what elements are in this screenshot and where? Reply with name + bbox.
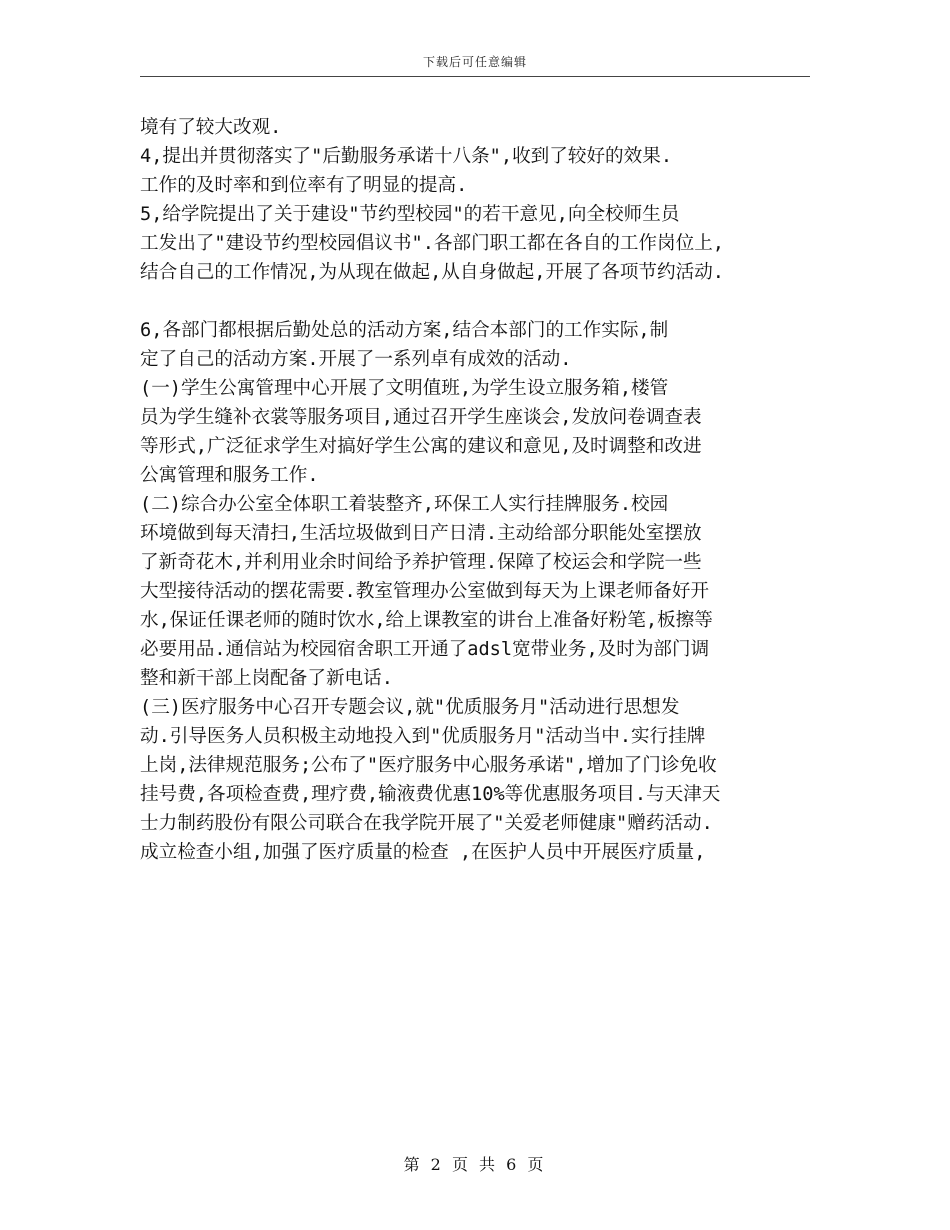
body-line: (三)医疗服务中心召开专题会议,就"优质服务月"活动进行思想发	[140, 697, 680, 718]
body-line: 成立检查小组,加强了医疗质量的检查 ,在医护人员中开展医疗质量,	[140, 842, 706, 863]
body-line: 工作的及时率和到位率有了明显的提高.	[140, 175, 468, 196]
header-divider	[140, 76, 810, 77]
body-line: 士力制药股份有限公司联合在我学院开展了"关爱老师健康"赠药活动.	[140, 813, 713, 834]
body-line: 动.引导医务人员积极主动地投入到"优质服务月"活动当中.实行挂牌	[140, 726, 706, 747]
body-line: 公寓管理和服务工作.	[140, 465, 319, 486]
body-line: (一)学生公寓管理中心开展了文明值班,为学生设立服务箱,楼管	[140, 378, 669, 399]
body-line: 环境做到每天清扫,生活垃圾做到日产日清.主动给部分职能处室摆放	[140, 523, 702, 544]
document-body	[140, 113, 812, 867]
body-line: 境有了较大改观.	[140, 117, 282, 138]
body-line: 员为学生缝补衣裳等服务项目,通过召开学生座谈会,发放问卷调查表	[140, 407, 702, 428]
body-line: 上岗,法律规范服务;公布了"医疗服务中心服务承诺",增加了门诊免收	[140, 755, 717, 776]
paragraph-gap	[140, 287, 812, 316]
body-line: 4,提出并贯彻落实了"后勤服务承诺十八条",收到了较好的效果.	[140, 146, 673, 167]
body-line: 等形式,广泛征求学生对搞好学生公寓的建议和意见,及时调整和改进	[140, 436, 702, 457]
page-number-footer: 第 2 页 共 6 页	[403, 1155, 547, 1174]
body-line: 结合自己的工作情况,为从现在做起,从自身做起,开展了各项节约活动.	[140, 262, 724, 283]
body-line: 6,各部门都根据后勤处总的活动方案,结合本部门的工作实际,制	[140, 320, 669, 341]
body-line: 整和新干部上岗配备了新电话.	[140, 668, 393, 689]
body-line: 挂号费,各项检查费,理疗费,输液费优惠10%等优惠服务项目.与天津天	[140, 784, 721, 805]
body-line: 水,保证任课老师的随时饮水,给上课教室的讲台上准备好粉笔,板擦等	[140, 610, 713, 631]
body-line: 了新奇花木,并利用业余时间给予养护管理.保障了校运会和学院一些	[140, 552, 702, 573]
page-header: 下载后可任意编辑	[422, 55, 527, 69]
body-line: 必要用品.通信站为校园宿舍职工开通了adsl宽带业务,及时为部门调	[140, 639, 710, 660]
body-line: 5,给学院提出了关于建设"节约型校园"的若干意见,向全校师生员	[140, 204, 680, 225]
body-line: (二)综合办公室全体职工着装整齐,环保工人实行挂牌服务.校园	[140, 494, 669, 515]
body-line: 工发出了"建设节约型校园倡议书".各部门职工都在各自的工作岗位上,	[140, 233, 724, 254]
body-line: 定了自己的活动方案.开展了一系列卓有成效的活动.	[140, 349, 572, 370]
body-line: 大型接待活动的摆花需要.教室管理办公室做到每天为上课老师备好开	[140, 581, 710, 602]
